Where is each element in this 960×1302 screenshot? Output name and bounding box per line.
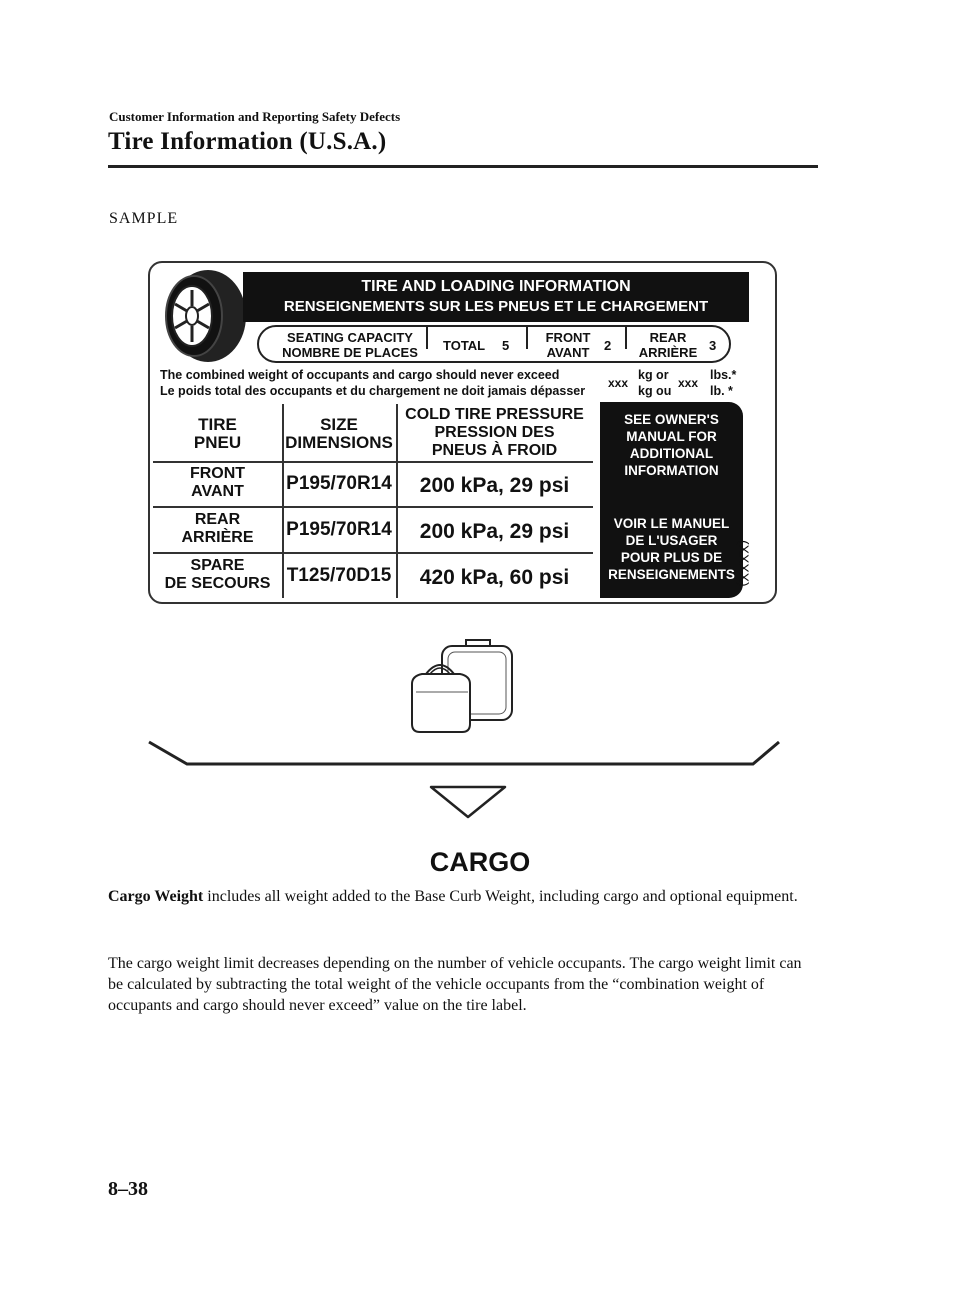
down-arrow-icon (428, 784, 508, 820)
cargo-weight-paragraph (108, 886, 820, 907)
table-row-size: P195/70R14 (286, 473, 392, 494)
lbs-unit-label: lbs.* lb. * (710, 368, 737, 398)
weight-lbs-placeholder: xxx (678, 376, 699, 390)
table-row-size: T125/70D15 (286, 565, 392, 586)
luggage-icon (408, 636, 528, 736)
cargo-weight-definition: includes all weight added to the Base Curb Weight, including cargo and optional equipment. (203, 888, 798, 905)
table-row-name: SPARE DE SECOURS (164, 557, 271, 592)
front-seats-label: FRONT AVANT (545, 330, 591, 360)
see-owners-manual-fr: VOIR LE MANUEL DE L'USAGER POUR PLUS DE RENSEIGNEMENTS (608, 516, 735, 582)
total-value: 5 (502, 338, 510, 353)
owners-manual-notice (600, 402, 743, 598)
table-header-pressure: COLD TIRE PRESSURE PRESSION DES PNEUS À FROID (405, 406, 584, 459)
table-row-name: REAR ARRIÈRE (181, 511, 254, 546)
cargo-caption: CARGO (429, 847, 531, 877)
table-row-pressure: 200 kPa, 29 psi (419, 474, 570, 497)
page-number: 8–38 (108, 1178, 148, 1200)
seating-capacity-pill (257, 325, 731, 363)
table-header-tire: TIRE PNEU (193, 415, 242, 452)
vehicle-floor-line (147, 738, 783, 772)
rear-seats-label: REAR ARRIÈRE (638, 330, 698, 360)
sample-caption: SAMPLE (109, 210, 179, 227)
section-heading: Customer Information and Reporting Safety Defects (109, 109, 401, 124)
table-row-name: FRONT AVANT (189, 465, 246, 500)
table-row-size: P195/70R14 (286, 519, 392, 540)
tire-label-banner (243, 272, 749, 322)
table-row-pressure: 200 kPa, 29 psi (419, 520, 570, 543)
combined-weight-text: The combined weight of occupants and cargo should never exceed Le poids total des occupants et du chargement ne doit jamais dépasser (160, 368, 586, 398)
tire-icon (160, 268, 250, 364)
table-header-size: SIZE DIMENSIONS (285, 415, 393, 452)
front-seats-value: 2 (604, 338, 612, 353)
see-owners-manual-en: SEE OWNER'S MANUAL FOR ADDITIONAL INFORMATION (624, 412, 719, 478)
banner-line-en: TIRE AND LOADING INFORMATION (361, 278, 631, 295)
title-rule (108, 165, 818, 168)
seating-capacity-label: SEATING CAPACITY NOMBRE DE PLACES (282, 330, 418, 360)
cargo-weight-term: Cargo Weight (108, 888, 204, 905)
cargo-limit-paragraph: The cargo weight limit decreases depending on the number of vehicle occupants. The cargo weight limit can be calculated by subtracting the total weight of the vehicle occupants from the “combination weight of occupants and cargo should never exceed” value on the tire label. (108, 955, 802, 1014)
total-label: TOTAL (443, 338, 486, 353)
page-title: Tire Information (U.S.A.) (108, 128, 387, 155)
weight-kg-placeholder: xxx (608, 376, 629, 390)
banner-line-fr: RENSEIGNEMENTS SUR LES PNEUS ET LE CHARGEMENT (283, 298, 709, 315)
label-code: (XXXX) (736, 540, 752, 587)
rear-seats-value: 3 (709, 338, 717, 353)
tire-pressure-table (153, 404, 593, 598)
table-row-pressure: 420 kPa, 60 psi (419, 566, 570, 589)
kg-unit-label: kg or kg ou (638, 368, 672, 398)
